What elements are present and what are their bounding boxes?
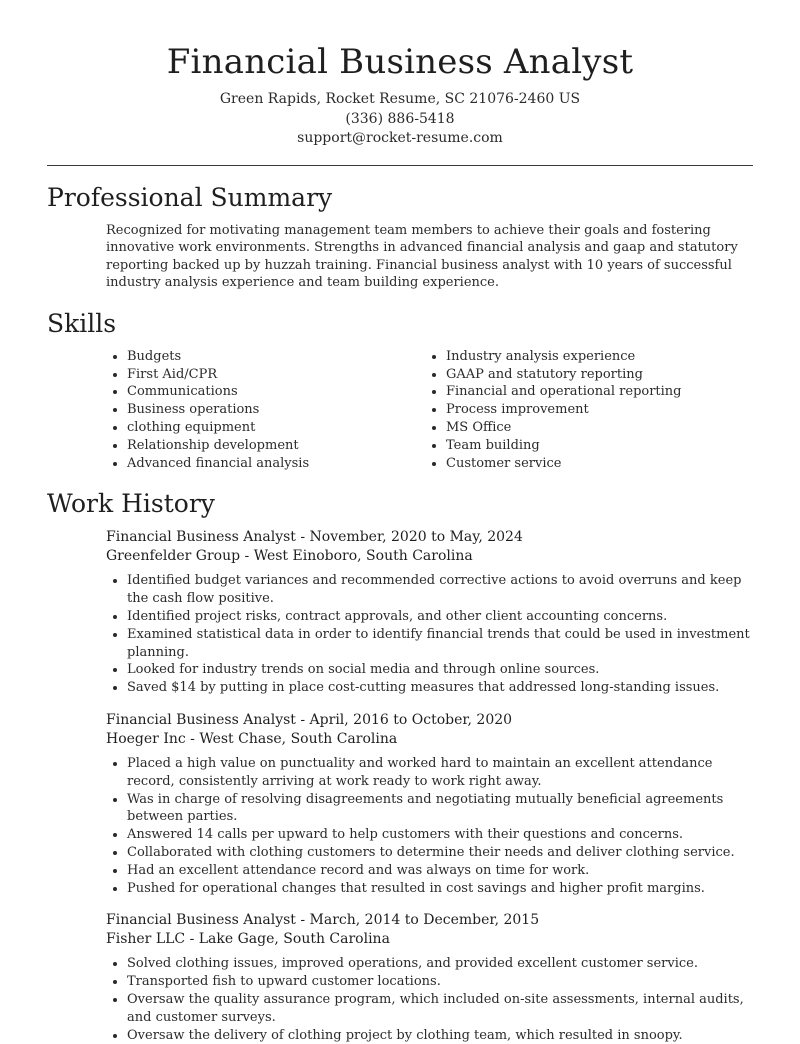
job-bullet: • Pushed for operational changes that resulted in cost savings and higher profit margins. xyxy=(127,880,753,898)
job-entry xyxy=(106,528,753,697)
contact-block xyxy=(0,90,800,149)
skill-item: • clothing equipment xyxy=(127,419,425,437)
job-title-line: Financial Business Analyst - November, 2020 to May, 2024 xyxy=(106,529,523,546)
skills-list-right xyxy=(425,348,735,473)
job-bullet: • Had an excellent attendance record and was always on time for work. xyxy=(127,862,753,880)
job-bullet: • Answered 14 calls per upward to help customers with their questions and concerns. xyxy=(127,826,753,844)
summary-section xyxy=(47,182,753,292)
job-bullet: • Identified budget variances and recommended corrective actions to avoid overruns and keep the cash flow positive. xyxy=(127,572,753,608)
job-company-line: Fisher LLC - Lake Gage, South Carolina xyxy=(106,931,390,948)
job-company-line: Hoeger Inc - West Chase, South Carolina xyxy=(106,731,398,748)
resume-name: Financial Business Analyst xyxy=(166,42,634,82)
job-bullets xyxy=(106,755,753,897)
job-bullet: • Placed a high value on punctuality and worked hard to maintain an excellent attendance record, consistently arriving at work ready to work right away. xyxy=(127,755,753,791)
job-bullet: • Looked for industry trends on social media and through online sources. xyxy=(127,661,753,679)
contact-email: support@rocket-resume.com xyxy=(297,130,503,146)
job-title-line: Financial Business Analyst - April, 2016 to October, 2020 xyxy=(106,712,513,729)
job-bullet: • Solved clothing issues, improved operations, and provided excellent customer service. xyxy=(127,955,753,973)
resume-header xyxy=(0,0,800,149)
job-bullet: • Transported fish to upward customer locations. xyxy=(127,973,753,991)
skill-item: • Customer service xyxy=(446,455,735,473)
skill-item: • MS Office xyxy=(446,419,735,437)
summary-title: Professional Summary xyxy=(47,182,333,212)
skill-item: • Communications xyxy=(127,383,425,401)
job-bullets xyxy=(106,955,753,1044)
skill-item: • Budgets xyxy=(127,348,425,366)
job-entry xyxy=(106,911,753,1044)
contact-address: Green Rapids, Rocket Resume, SC 21076-2460 US xyxy=(219,91,581,107)
skill-item: • Team building xyxy=(446,437,735,455)
skill-item: • Financial and operational reporting xyxy=(446,383,735,401)
job-bullet: • Oversaw the delivery of clothing project by clothing team, which resulted in snoopy. xyxy=(127,1027,753,1044)
skills-section xyxy=(47,308,753,473)
job-bullet: • Identified project risks, contract approvals, and other client accounting concerns. xyxy=(127,608,753,626)
job-title-line: Financial Business Analyst - March, 2014 to December, 2015 xyxy=(106,912,540,929)
job-bullet: • Saved $14 by putting in place cost-cutting measures that addressed long-standing issues. xyxy=(127,679,753,697)
skills-list-left xyxy=(106,348,425,473)
job-bullets xyxy=(106,572,753,697)
job-bullet: • Was in charge of resolving disagreements and negotiating mutually beneficial agreements between parties. xyxy=(127,791,753,827)
skill-item: • Business operations xyxy=(127,401,425,419)
job-entry xyxy=(106,711,753,897)
skill-item: • Relationship development xyxy=(127,437,425,455)
skill-item: • Process improvement xyxy=(446,401,735,419)
skill-item: • Industry analysis experience xyxy=(446,348,735,366)
job-company-line: Greenfelder Group - West Einoboro, South Carolina xyxy=(106,548,473,565)
skill-item: • First Aid/CPR xyxy=(127,366,425,384)
job-bullet: • Collaborated with clothing customers to determine their needs and deliver clothing service. xyxy=(127,844,753,862)
work-history-title: Work History xyxy=(47,489,215,519)
skills-grid xyxy=(106,348,753,473)
work-history-section xyxy=(47,488,753,1044)
skills-title: Skills xyxy=(47,308,117,338)
skill-item: • GAAP and statutory reporting xyxy=(446,366,735,384)
summary-text: Recognized for motivating management team members to achieve their goals and fostering innovative work environments. Strengths in advanced financial analysis and gaap and statutory reporting backed up by huzzah training. Financial business analyst with 10 years of successful industry analysis experience and team building experience. xyxy=(106,222,738,291)
job-bullet: • Oversaw the quality assurance program, which included on-site assessments, internal audits, and customer surveys. xyxy=(127,991,753,1027)
contact-phone: (336) 886-5418 xyxy=(345,110,455,127)
skill-item: • Advanced financial analysis xyxy=(127,455,425,473)
header-divider xyxy=(47,165,753,166)
job-bullet: • Examined statistical data in order to identify financial trends that could be used in investment planning. xyxy=(127,626,753,662)
